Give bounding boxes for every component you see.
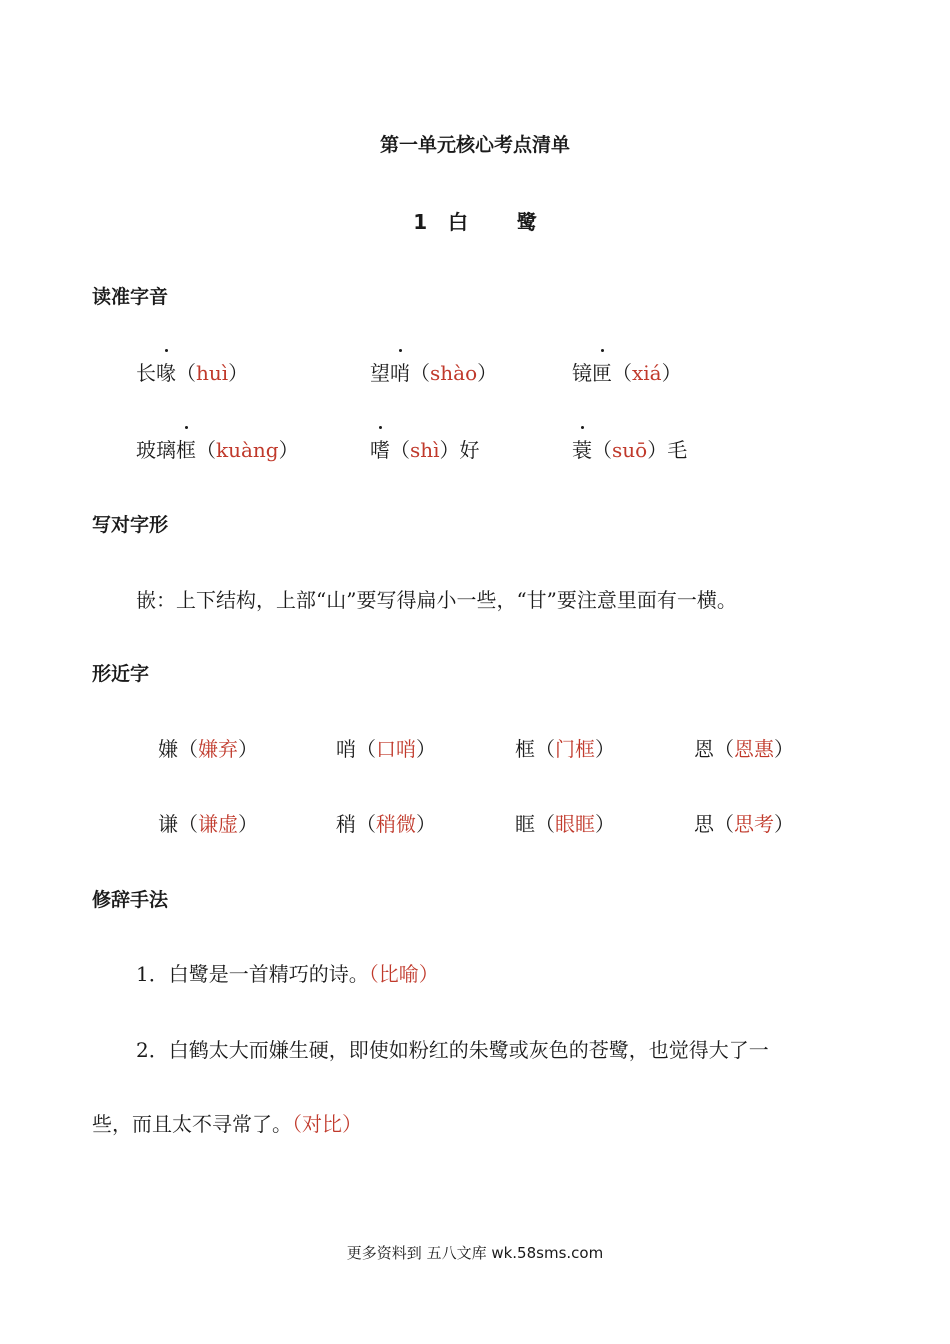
paren-close: ） <box>774 737 794 761</box>
similar-char-item <box>515 733 615 762</box>
dotted-char: 嗜 <box>370 434 390 463</box>
paren-open: （ <box>714 812 734 836</box>
word-prefix: 长 <box>136 361 156 385</box>
paren-close: ） <box>238 737 258 761</box>
lesson-number: 1 <box>413 210 428 234</box>
similar-word: 眼眶 <box>555 812 595 836</box>
dotted-char: 框 <box>176 434 196 463</box>
page-title: 第一单元核心考点清单 <box>379 134 570 156</box>
similar-char-item <box>694 733 794 762</box>
rhetoric-item-2-text: 些，而且太不寻常了。 <box>92 1112 292 1136</box>
paren-open: （ <box>178 812 198 836</box>
paren-open: （ <box>592 438 612 462</box>
paren-open: （ <box>714 737 734 761</box>
similar-char-item <box>158 808 258 837</box>
word-prefix: 望 <box>370 361 390 385</box>
similar-char: 稍 <box>336 812 356 836</box>
paren-close: ） <box>595 737 615 761</box>
paren-open: （ <box>356 812 376 836</box>
word-suffix: 毛 <box>667 438 688 462</box>
dotted-char: 蓑 <box>572 434 592 463</box>
similar-char: 恩 <box>694 737 714 761</box>
similar-word: 稍微 <box>376 812 416 836</box>
paren-open: （ <box>390 438 410 462</box>
similar-word: 谦虚 <box>198 812 238 836</box>
pinyin: suō <box>612 438 648 462</box>
paren-close: ） <box>238 812 258 836</box>
paren-close: ） <box>647 438 668 462</box>
similar-char: 谦 <box>158 812 178 836</box>
lesson-char-2: 鹭 <box>516 210 537 234</box>
footer-text: 更多资料到 五八文库 wk.58sms.com <box>346 1244 604 1262</box>
section-heading-glyph: 写对字形 <box>92 514 169 536</box>
pronunciation-item <box>572 357 682 386</box>
rhetoric-item-2-line2 <box>92 1108 362 1137</box>
similar-word: 口哨 <box>376 737 416 761</box>
dotted-char: 哨 <box>390 357 410 386</box>
section-heading-pronunciation: 读准字音 <box>92 286 169 308</box>
paren-open: （ <box>356 737 376 761</box>
similar-word: 思考 <box>734 812 774 836</box>
rhetoric-item-1-text: 1．白鹭是一首精巧的诗。 <box>136 962 369 986</box>
similar-char-item <box>158 733 258 762</box>
paren-close: ） <box>416 737 436 761</box>
pronunciation-item <box>136 357 248 386</box>
paren-close: ） <box>416 812 436 836</box>
rhetoric-item-2-answer: （对比） <box>292 1112 362 1136</box>
pronunciation-item <box>370 434 480 463</box>
rhetoric-item-2-line1: 2．白鹤太大而嫌生硬，即使如粉红的朱鹭或灰色的苍鹭，也觉得大了一 <box>136 1038 769 1062</box>
pronunciation-item <box>572 434 687 463</box>
paren-close: ） <box>228 361 249 385</box>
glyph-note: 嵌：上下结构，上部“山”要写得扁小一些，“甘”要注意里面有一横。 <box>136 588 737 612</box>
section-heading-rhetoric: 修辞手法 <box>92 889 169 911</box>
similar-char: 哨 <box>336 737 356 761</box>
pinyin: shào <box>430 361 478 385</box>
paren-open: （ <box>612 361 632 385</box>
paren-close: ） <box>661 361 682 385</box>
paren-open: （ <box>176 361 196 385</box>
rhetoric-item-1-answer: （比喻） <box>368 962 439 986</box>
pinyin: xiá <box>632 361 662 385</box>
paren-close: ） <box>595 812 615 836</box>
word-prefix: 玻璃 <box>136 438 176 462</box>
similar-char: 嫌 <box>158 737 178 761</box>
similar-char-item <box>336 808 436 837</box>
lesson-title <box>0 206 950 235</box>
paren-open: （ <box>535 737 555 761</box>
similar-char-item <box>694 808 794 837</box>
similar-char: 框 <box>515 737 535 761</box>
paren-open: （ <box>196 438 216 462</box>
paren-close: ） <box>477 361 498 385</box>
paren-close: ） <box>278 438 299 462</box>
section-heading-similar: 形近字 <box>92 663 150 685</box>
pinyin: huì <box>196 361 229 385</box>
lesson-char-1: 白 <box>448 210 469 234</box>
pinyin: shì <box>410 438 440 462</box>
dotted-char: 喙 <box>156 357 176 386</box>
word-suffix: 好 <box>459 438 480 462</box>
paren-close: ） <box>774 812 794 836</box>
similar-word: 嫌弃 <box>198 737 238 761</box>
paren-open: （ <box>178 737 198 761</box>
pronunciation-item <box>370 357 497 386</box>
pinyin: kuàng <box>216 438 279 462</box>
rhetoric-item-1 <box>136 958 439 987</box>
word-prefix: 镜 <box>572 361 592 385</box>
paren-open: （ <box>535 812 555 836</box>
similar-word: 恩惠 <box>734 737 774 761</box>
pronunciation-item <box>136 434 299 463</box>
dotted-char: 匣 <box>592 357 612 386</box>
similar-char-item <box>336 733 436 762</box>
similar-word: 门框 <box>555 737 595 761</box>
similar-char: 思 <box>694 812 714 836</box>
paren-open: （ <box>410 361 430 385</box>
paren-close: ） <box>439 438 460 462</box>
similar-char: 眶 <box>515 812 535 836</box>
similar-char-item <box>515 808 615 837</box>
